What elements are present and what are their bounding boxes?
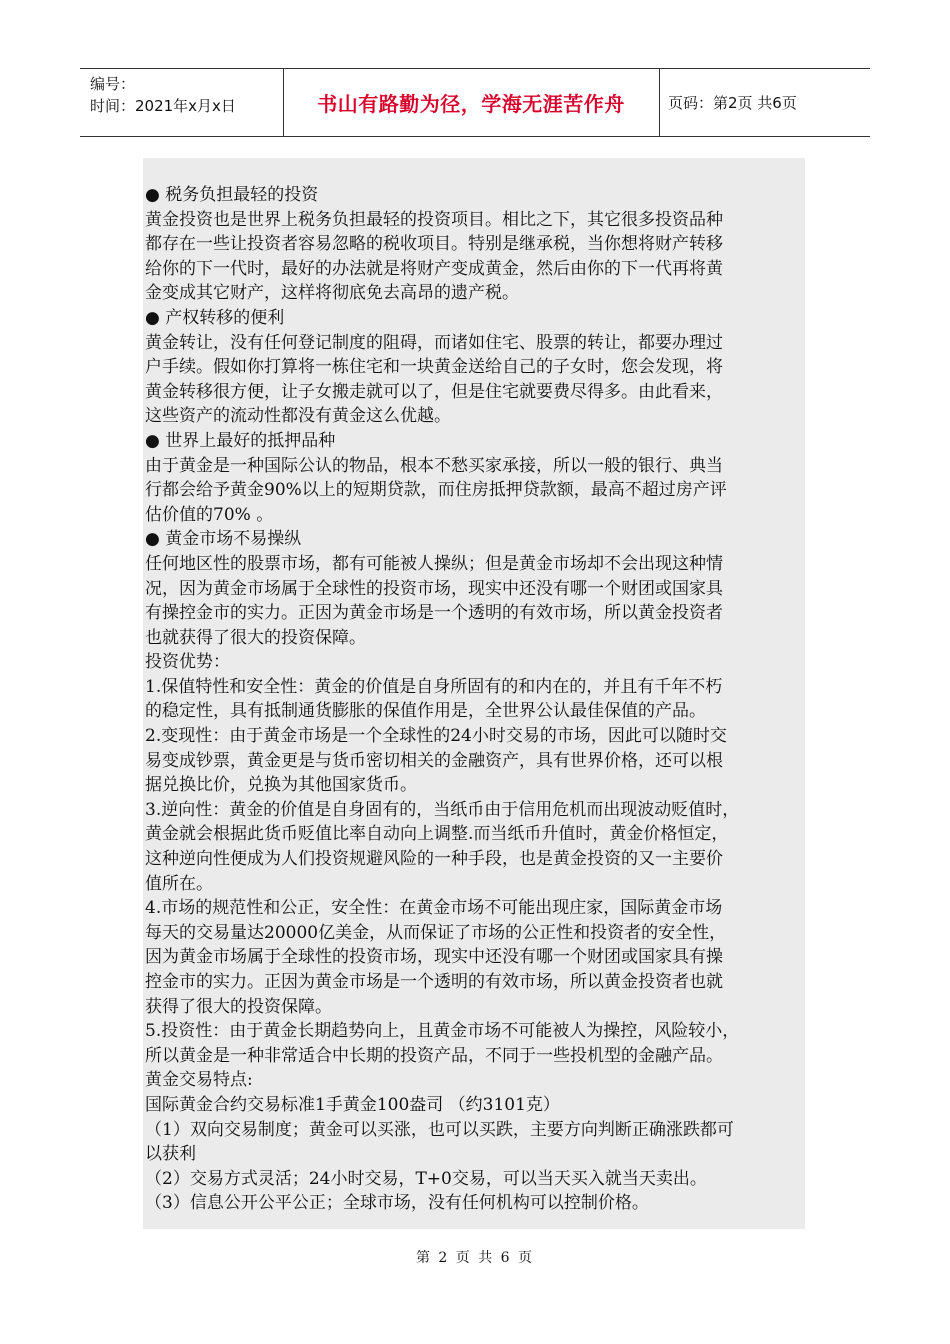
text-line: 有操控金市的实力。正因为黄金市场是一个透明的有效市场，所以黄金投资者 <box>145 603 723 624</box>
header-meta <box>90 73 236 117</box>
section-heading: ● 黄金市场不易操纵 <box>145 527 805 552</box>
text-line: 4.市场的规范性和公正，安全性：在黄金市场不可能出现庄家，国际黄金市场 <box>145 898 723 919</box>
text-line: 5.投资性：由于黄金长期趋势向上，且黄金市场不可能被人为操控，风险较小， <box>145 1021 740 1042</box>
text-line: 每天的交易量达20000亿美金，从而保证了市场的公正性和投资者的安全性， <box>145 922 727 943</box>
text-line: 2.变现性：由于黄金市场是一个全球性的24小时交易的市场，因此可以随时交 <box>145 726 727 747</box>
text-line: 投资优势： <box>145 652 230 673</box>
section-heading: ● 税务负担最轻的投资 <box>145 183 805 208</box>
text-line: 黄金转移很方便，让子女搬走就可以了，但是住宅就要费尽得多。由此看来， <box>145 381 723 402</box>
text-line: 这种逆向性便成为人们投资规避风险的一种手段，也是黄金投资的又一主要价 <box>145 849 723 870</box>
header-motto: 书山有路勤为径，学海无涯苦作舟 <box>317 92 625 116</box>
text-lines <box>145 183 805 1216</box>
header-page-code: 页码：第2页 共6页 <box>668 94 797 112</box>
header-divider <box>659 69 660 136</box>
text-line: 值所在。 <box>145 873 213 894</box>
text-line: 国际黄金合约交易标准1手黄金100盎司 （约3101克） <box>145 1094 560 1115</box>
text-line: 给你的下一代时，最好的办法就是将财产变成黄金，然后由你的下一代再将黄 <box>145 258 723 279</box>
text-line: 的稳定性，具有抵制通货膨胀的保值作用是，全世界公认最佳保值的产品。 <box>145 701 706 722</box>
text-line: 以获利 <box>145 1144 196 1165</box>
text-line: 因为黄金市场属于全球性的投资市场，现实中还没有哪一个财团或国家具有操 <box>145 947 723 968</box>
page-footer: 第 2 页 共 6 页 <box>415 1250 535 1266</box>
text-line: 获得了很大的投资保障。 <box>145 996 332 1017</box>
text-line: 估价值的70% 。 <box>145 504 274 525</box>
text-line: 行都会给予黄金90%以上的短期贷款，而住房抵押贷款额，最高不超过房产评 <box>145 480 727 501</box>
text-line: 任何地区性的股票市场，都有可能被人操纵；但是黄金市场却不会出现这种情 <box>145 553 723 574</box>
text-line: 都存在一些让投资者容易忽略的税收项目。特别是继承税，当你想将财产转移 <box>145 234 723 255</box>
text-line: 黄金交易特点: <box>145 1070 253 1091</box>
text-line: 1.保值特性和安全性：黄金的价值是自身所固有的和内在的，并且有千年不朽 <box>145 676 723 697</box>
section-heading: ● 产权转移的便利 <box>145 306 805 331</box>
text-line: 况，因为黄金市场属于全球性的投资市场，现实中还没有哪一个财团或国家具 <box>145 578 723 599</box>
text-line: （2）交易方式灵活；24小时交易，T+0交易，可以当天买入就当天卖出。 <box>145 1168 707 1189</box>
text-line: 金变成其它财产，这样将彻底免去高昂的遗产税。 <box>145 283 519 304</box>
page-header <box>80 68 870 137</box>
text-line: 所以黄金是一种非常适合中长期的投资产品，不同于一些投机型的金融产品。 <box>145 1045 723 1066</box>
text-line: 3.逆向性：黄金的价值是自身固有的，当纸币由于信用危机而出现波动贬值时， <box>145 799 740 820</box>
text-line: 黄金转让，没有任何登记制度的阻碍，而诸如住宅、股票的转让，都要办理过 <box>145 332 723 353</box>
document-body <box>143 158 805 1229</box>
text-line: （3）信息公开公平公正；全球市场，没有任何机构可以控制价格。 <box>145 1193 649 1214</box>
header-date-label: 时间：2021年x月x日 <box>90 97 236 115</box>
text-line: 由于黄金是一种国际公认的物品，根本不愁买家承接，所以一般的银行、典当 <box>145 455 723 476</box>
text-line: 黄金投资也是世界上税务负担最轻的投资项目。相比之下，其它很多投资品种 <box>145 209 723 230</box>
section-heading: ● 世界上最好的抵押品种 <box>145 429 805 454</box>
text-line: （1）双向交易制度；黄金可以买涨，也可以买跌，主要方向判断正确涨跌都可 <box>145 1119 734 1140</box>
text-line: 户手续。假如你打算将一栋住宅和一块黄金送给自己的子女时，您会发现，将 <box>145 357 723 378</box>
text-line: 这些资产的流动性都没有黄金这么优越。 <box>145 406 451 427</box>
text-line: 据兑换比价，兑换为其他国家货币。 <box>145 775 417 796</box>
text-line: 易变成钞票，黄金更是与货币密切相关的金融资产，具有世界价格，还可以根 <box>145 750 723 771</box>
text-line: 黄金就会根据此货币贬值比率自动向上调整.而当纸币升值时，黄金价格恒定， <box>145 824 729 845</box>
text-line: 也就获得了很大的投资保障。 <box>145 627 366 648</box>
text-line: 控金市的实力。正因为黄金市场是一个透明的有效市场，所以黄金投资者也就 <box>145 972 723 992</box>
header-number-label: 编号： <box>90 75 136 93</box>
